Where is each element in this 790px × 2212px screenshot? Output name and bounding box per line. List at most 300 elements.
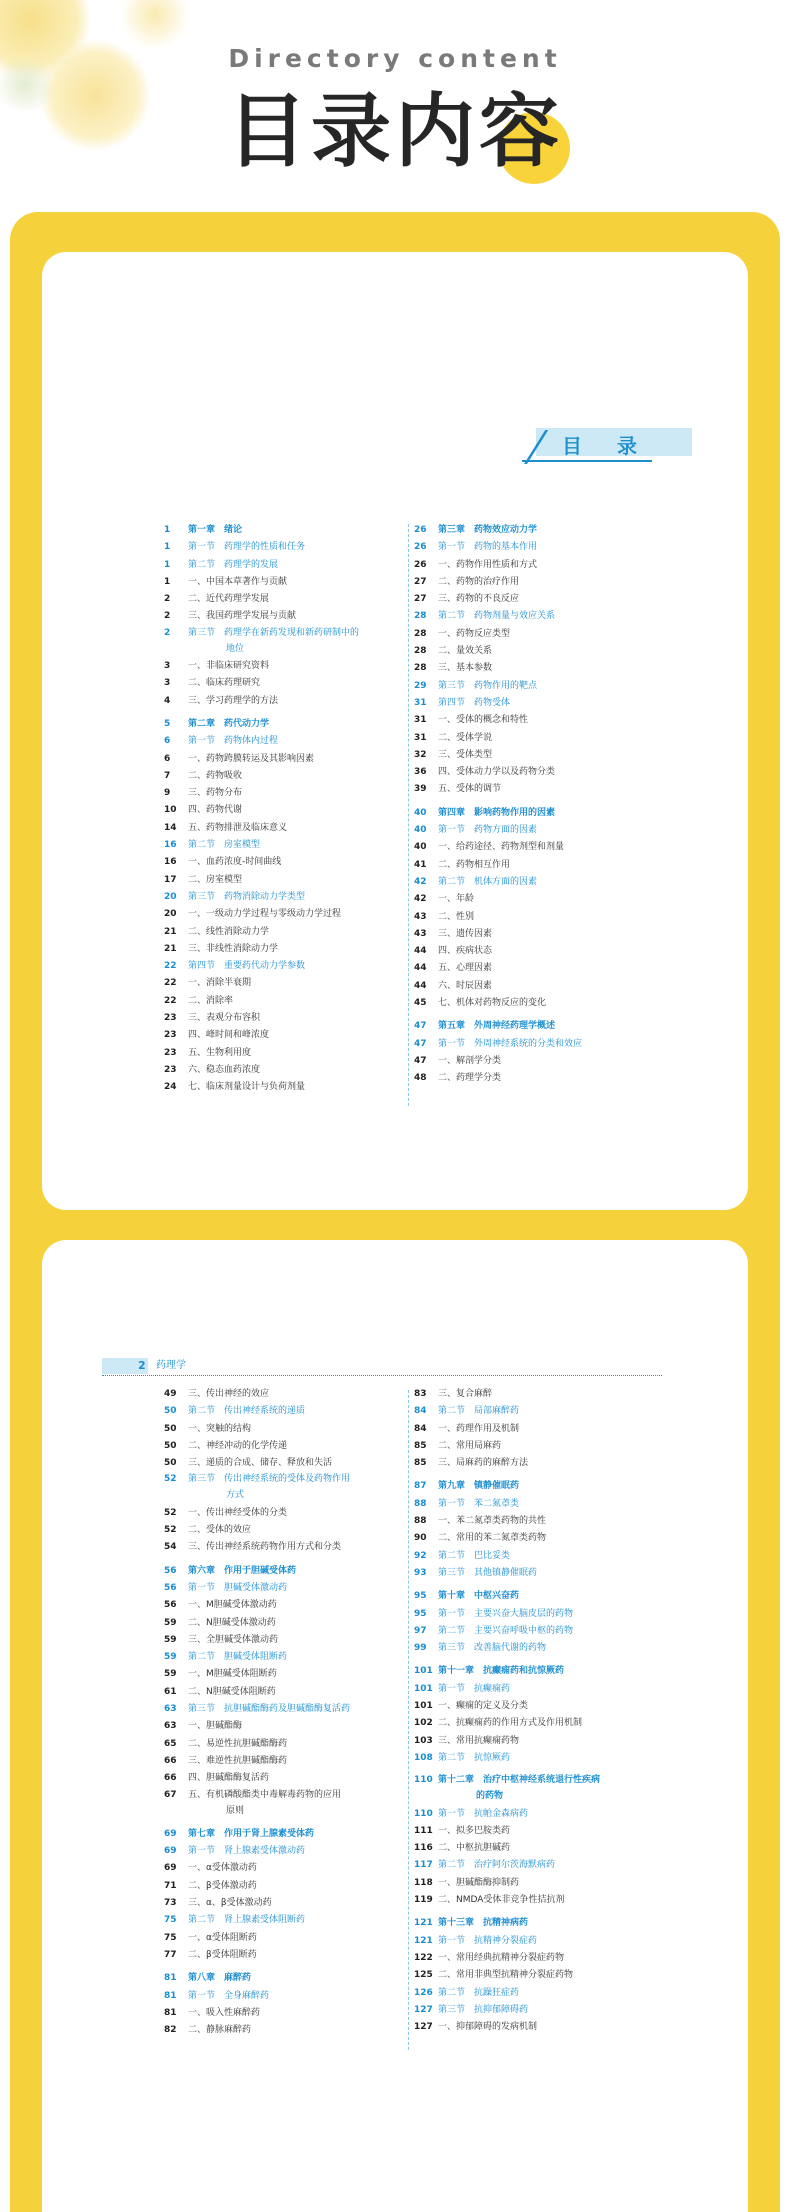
toc-page-number: 23 — [164, 1064, 177, 1075]
toc-entry — [164, 1701, 404, 1718]
toc-page-number: 75 — [164, 1915, 177, 1926]
toc-entry-title: 五、有机磷酸酯类中毒解毒药物的应用 — [188, 1789, 342, 1800]
toc-entry-title: 六、时辰因素 — [438, 980, 493, 991]
toc-entry-title: 第三节 其他镇静催眠药 — [438, 1567, 538, 1578]
toc-entry — [164, 693, 404, 710]
toc-page-number: 67 — [164, 1789, 177, 1800]
toc-entry-title: 第三节 传出神经系统的受体及药物作用 — [188, 1474, 351, 1485]
toc-entry — [414, 764, 654, 781]
toc-page-number: 61 — [164, 1686, 177, 1697]
toc-page-number: 110 — [414, 1775, 433, 1786]
toc-banner-title: 目 录 — [562, 434, 651, 458]
toc-page-number: 116 — [414, 1843, 433, 1854]
header-subtitle: Directory content — [228, 44, 562, 73]
toc-entry — [164, 1770, 404, 1787]
toc-page-number: 20 — [164, 909, 177, 920]
toc-entry-title: 二、中枢抗胆碱药 — [438, 1843, 511, 1854]
toc-banner-underline — [522, 460, 652, 462]
toc-page-number: 27 — [414, 594, 427, 605]
toc-page-number: 73 — [164, 1898, 177, 1909]
toc-page-number: 17 — [164, 874, 177, 885]
toc-page-number: 22 — [164, 978, 177, 989]
toc-entry-title: 二、受体学说 — [438, 732, 493, 743]
toc-entry-title: 一、血药浓度-时间曲线 — [188, 857, 282, 868]
toc-page-number: 28 — [414, 663, 427, 674]
toc-entry — [414, 1455, 654, 1472]
toc-entry — [414, 822, 654, 839]
toc-page-number: 54 — [164, 1542, 177, 1553]
toc-entry-title: 一、中国本草著作与贡献 — [188, 576, 288, 587]
toc-entry-title: 第十三章 抗精神病药 — [438, 1918, 529, 1929]
toc-page-number: 75 — [164, 1932, 177, 1943]
toc-page-number: 28 — [414, 611, 427, 622]
toc-entry-title: 一、受体的概念和特性 — [438, 715, 529, 726]
toc-entry-title: 五、受体的调节 — [438, 784, 502, 795]
toc-entry — [414, 643, 654, 660]
toc-entry — [164, 1632, 404, 1649]
toc-entry — [164, 1045, 404, 1062]
toc-entry-title: 五、心理因素 — [438, 963, 493, 974]
toc-entry-title: 三、我国药理学发展与贡献 — [188, 611, 297, 622]
toc-entry-title: 第二节 巴比妥类 — [438, 1550, 511, 1561]
toc-right-column — [414, 522, 654, 1088]
toc-page-number: 69 — [164, 1828, 177, 1839]
toc-entry — [414, 730, 654, 747]
toc-page-number: 7 — [164, 770, 171, 781]
toc-page-number: 66 — [164, 1773, 177, 1784]
toc-entry — [414, 891, 654, 908]
toc-page-number: 101 — [414, 1666, 433, 1677]
toc-left-column — [164, 522, 404, 1097]
toc-entry-title: 一、α受体阻断药 — [188, 1932, 257, 1943]
toc-entry-title: 二、药物的治疗作用 — [438, 576, 520, 587]
toc-entry — [164, 993, 404, 1010]
toc-page-number: 122 — [414, 1952, 433, 1963]
toc-entry-title: 一、一级动力学过程与零级动力学过程 — [188, 909, 342, 920]
toc-page-number: 10 — [164, 805, 177, 816]
toc-page-number: 23 — [164, 1047, 177, 1058]
toc-entry — [414, 1788, 654, 1805]
toc-page-number: 125 — [414, 1970, 433, 1981]
toc-entry — [414, 747, 654, 764]
toc-page-2 — [42, 1240, 748, 2212]
toc-page-number: 47 — [414, 1021, 427, 1032]
toc-page-number: 119 — [414, 1895, 433, 1906]
toc-page-number: 52 — [164, 1474, 177, 1485]
toc-entry-title: 第一节 药物体内过程 — [188, 736, 279, 747]
toc-entry-title: 第八章 麻醉药 — [188, 1973, 252, 1984]
toc-page-number: 87 — [414, 1481, 427, 1492]
toc-page-number: 81 — [164, 2007, 177, 2018]
toc-entry — [164, 574, 404, 591]
toc-page-number: 121 — [414, 1918, 433, 1929]
header-title-group — [0, 82, 790, 182]
toc-page-number: 22 — [164, 995, 177, 1006]
toc-page-number: 103 — [414, 1735, 433, 1746]
toc-entry — [164, 1455, 404, 1472]
toc-entry — [164, 1788, 404, 1803]
toc-entry — [164, 641, 404, 658]
toc-page-number: 39 — [414, 784, 427, 795]
toc-entry-title: 第四节 重要药代动力学参数 — [188, 961, 306, 972]
toc-page-number: 92 — [414, 1550, 427, 1561]
toc-entry-title: 五、药物排泄及临床意义 — [188, 822, 288, 833]
toc-entry — [414, 1421, 654, 1438]
toc-entry — [164, 889, 404, 906]
toc-entry-title: 四、疾病状态 — [438, 946, 493, 957]
toc-entry-title: 第二节 抗躁狂症药 — [438, 1987, 520, 1998]
toc-left-column — [164, 1386, 404, 2039]
toc-page-number: 63 — [164, 1721, 177, 1732]
toc-page-number: 21 — [164, 943, 177, 954]
toc-page-number: 41 — [414, 859, 427, 870]
toc-page-number: 3 — [164, 661, 171, 672]
toc-page-number: 36 — [414, 767, 427, 778]
toc-entry — [414, 1606, 654, 1623]
toc-page-number: 6 — [164, 736, 171, 747]
toc-page-number: 56 — [164, 1600, 177, 1611]
toc-entry-title: 第十章 中枢兴奋药 — [438, 1591, 520, 1602]
toc-entry — [164, 785, 404, 802]
toc-entry-title: 二、近代药理学发展 — [188, 594, 270, 605]
toc-entry-title: 二、药物吸收 — [188, 770, 243, 781]
toc-entry-title: 一、常用经典抗精神分裂症药物 — [438, 1952, 565, 1963]
toc-entry — [164, 1970, 404, 1987]
toc-entry — [164, 1563, 404, 1580]
toc-entry — [164, 1649, 404, 1666]
toc-entry-title: 第十一章 抗癫痫药和抗惊厥药 — [438, 1666, 565, 1677]
toc-entry-title: 五、生物利用度 — [188, 1047, 252, 1058]
toc-entry-title: 二、性别 — [438, 911, 475, 922]
toc-page-number: 47 — [414, 1038, 427, 1049]
toc-page-number: 31 — [414, 697, 427, 708]
toc-entry — [414, 539, 654, 556]
toc-page-number: 44 — [414, 946, 427, 957]
toc-entry-title: 二、量效关系 — [438, 646, 493, 657]
toc-entry-title: 二、NMDA受体非竞争性拮抗剂 — [438, 1895, 565, 1906]
toc-page-number: 9 — [164, 788, 171, 799]
toc-entry-title: 第四节 药物受体 — [438, 697, 511, 708]
toc-page-number: 111 — [414, 1825, 433, 1836]
toc-page-number: 43 — [414, 928, 427, 939]
toc-entry-title: 地位 — [226, 643, 245, 654]
toc-entry-title: 二、静脉麻醉药 — [188, 2025, 252, 2036]
toc-page-number: 66 — [164, 1755, 177, 1766]
toc-entry-title: 一、非临床研究资料 — [188, 661, 270, 672]
toc-entry-title: 第二节 传出神经系统的递质 — [188, 1406, 306, 1417]
toc-entry — [414, 1548, 654, 1565]
toc-entry-title: 第二节 药物剂量与效应关系 — [438, 611, 556, 622]
toc-entry — [164, 1988, 404, 2005]
toc-entry — [164, 1895, 404, 1912]
toc-entry — [414, 608, 654, 625]
page-number: 2 — [138, 1359, 146, 1372]
toc-entry-title: 一、给药途径、药物剂型和剂量 — [438, 842, 565, 853]
toc-entry-title: 一、M胆碱受体激动药 — [188, 1600, 277, 1611]
toc-entry-title: 四、药物代谢 — [188, 805, 243, 816]
toc-entry — [164, 675, 404, 692]
toc-page-number: 50 — [164, 1423, 177, 1434]
toc-entry — [414, 1715, 654, 1732]
toc-entry-title: 第二节 房室模型 — [188, 840, 261, 851]
toc-entry-title: 二、抗癫痫药的作用方式及作用机制 — [438, 1718, 583, 1729]
toc-entry — [164, 1472, 404, 1487]
toc-entry-title: 第一节 全身麻醉药 — [188, 1990, 270, 2001]
toc-entry-title: 一、药理作用及机制 — [438, 1423, 520, 1434]
toc-entry-title: 三、递质的合成、储存、释放和失活 — [188, 1458, 333, 1469]
toc-entry — [164, 1684, 404, 1701]
toc-entry-title: 一、抑郁障碍的发病机制 — [438, 2022, 538, 2033]
toc-entry-title: 三、全胆碱受体激动药 — [188, 1634, 279, 1645]
toc-page-number: 44 — [414, 963, 427, 974]
toc-page-number: 32 — [414, 749, 427, 760]
toc-page-number: 50 — [164, 1440, 177, 1451]
toc-entry-title: 一、突触的结构 — [188, 1423, 252, 1434]
toc-page-number: 127 — [414, 2022, 433, 2033]
toc-page-number: 102 — [414, 1718, 433, 1729]
toc-page-number: 48 — [414, 1073, 427, 1084]
toc-entry — [414, 1496, 654, 1513]
toc-entry-title: 二、房室模型 — [188, 874, 243, 885]
toc-entry-title: 第二节 机体方面的因素 — [438, 876, 538, 887]
toc-entry — [414, 1875, 654, 1892]
toc-entry-title: 二、药物相互作用 — [438, 859, 511, 870]
toc-entry — [414, 1985, 654, 2002]
toc-entry-title: 三、受体类型 — [438, 749, 493, 760]
toc-entry — [164, 1615, 404, 1632]
toc-entry-title: 一、癫痫的定义及分类 — [438, 1701, 529, 1712]
toc-entry — [414, 805, 654, 822]
toc-page-number: 44 — [414, 980, 427, 991]
page-running-head — [102, 1358, 662, 1376]
toc-page-number: 90 — [414, 1533, 427, 1544]
toc-entry — [414, 522, 654, 539]
toc-page-number: 3 — [164, 678, 171, 689]
toc-entry-title: 二、N胆碱受体激动药 — [188, 1617, 276, 1628]
toc-entry — [164, 1539, 404, 1556]
toc-entry-title: 二、常用非典型抗精神分裂症药物 — [438, 1970, 574, 1981]
toc-entry-title: 三、遗传因素 — [438, 928, 493, 939]
toc-entry — [414, 1933, 654, 1950]
toc-entry — [414, 1773, 654, 1788]
toc-entry-title: 二、β受体阻断药 — [188, 1949, 257, 1960]
toc-page-number: 84 — [414, 1406, 427, 1417]
toc-page-number: 99 — [414, 1643, 427, 1654]
toc-entry — [414, 2019, 654, 2036]
toc-entry-title: 三、常用抗癫痫药物 — [438, 1735, 520, 1746]
toc-entry — [414, 857, 654, 874]
toc-entry — [414, 695, 654, 712]
toc-entry — [164, 1505, 404, 1522]
toc-page-number: 5 — [164, 718, 171, 729]
toc-entry — [164, 1860, 404, 1877]
toc-entry-title: 一、α受体激动药 — [188, 1863, 257, 1874]
toc-page-number: 42 — [414, 876, 427, 887]
toc-entry-title: 一、吸入性麻醉药 — [188, 2007, 261, 2018]
toc-entry-title: 第一节 抗癫痫药 — [438, 1683, 511, 1694]
toc-page-number: 26 — [414, 559, 427, 570]
column-divider — [408, 524, 409, 1106]
toc-entry-title: 三、药物的不良反应 — [438, 594, 520, 605]
toc-entry — [414, 1681, 654, 1698]
toc-entry-title: 第二节 肾上腺素受体阻断药 — [188, 1915, 306, 1926]
toc-entry-title: 第一节 苯二氮䓬类 — [438, 1498, 520, 1509]
toc-entry — [164, 837, 404, 854]
toc-entry — [164, 1597, 404, 1614]
toc-page-number: 2 — [164, 611, 171, 622]
toc-entry — [414, 1857, 654, 1874]
toc-entry — [414, 1823, 654, 1840]
toc-entry-title: 原则 — [226, 1805, 245, 1816]
toc-page-number: 81 — [164, 1990, 177, 2001]
toc-entry — [414, 591, 654, 608]
toc-entry — [164, 1826, 404, 1843]
toc-page-number: 95 — [414, 1591, 427, 1602]
toc-entry-title: 第一节 抗精神分裂症药 — [438, 1935, 538, 1946]
toc-entry — [164, 1666, 404, 1683]
toc-entry-title: 一、药物跨膜转运及其影响因素 — [188, 753, 315, 764]
toc-entry-title: 第三节 改善脑代谢的药物 — [438, 1643, 547, 1654]
toc-entry — [164, 539, 404, 556]
toc-entry — [164, 1930, 404, 1947]
toc-page-number: 50 — [164, 1458, 177, 1469]
toc-entry-title: 的药物 — [476, 1791, 504, 1802]
toc-page-number: 31 — [414, 732, 427, 743]
toc-entry — [164, 608, 404, 625]
toc-entry-title: 三、难逆性抗胆碱酯酶药 — [188, 1755, 288, 1766]
toc-entry — [164, 733, 404, 750]
column-divider — [408, 1390, 409, 2050]
toc-entry — [164, 1803, 404, 1820]
toc-page-number: 59 — [164, 1634, 177, 1645]
toc-entry — [414, 1478, 654, 1495]
toc-entry-title: 一、M胆碱受体阻断药 — [188, 1669, 277, 1680]
toc-entry-title: 第一节 药物的基本作用 — [438, 542, 538, 553]
toc-entry — [414, 995, 654, 1012]
toc-page-number: 1 — [164, 525, 171, 535]
toc-entry — [164, 1947, 404, 1964]
toc-entry-title: 第一章 绪论 — [188, 525, 243, 535]
header-title: 目录内容 — [227, 85, 563, 178]
toc-entry — [164, 557, 404, 574]
toc-page-number: 22 — [164, 961, 177, 972]
toc-page-number: 40 — [414, 825, 427, 836]
toc-entry-title: 第一节 肾上腺素受体激动药 — [188, 1846, 306, 1857]
toc-page-number: 49 — [164, 1389, 177, 1399]
toc-entry-title: 三、药物分布 — [188, 788, 243, 799]
toc-entry-title: 第二节 主要兴奋呼吸中枢的药物 — [438, 1625, 574, 1636]
toc-page-number: 69 — [164, 1846, 177, 1857]
toc-page-number: 26 — [414, 542, 427, 553]
toc-entry-title: 第二节 胆碱受体阻断药 — [188, 1652, 288, 1663]
toc-entry — [414, 1840, 654, 1857]
toc-page-number: 118 — [414, 1877, 433, 1888]
toc-entry-title: 二、β受体激动药 — [188, 1880, 257, 1891]
toc-page-number: 40 — [414, 807, 427, 818]
toc-page-number: 52 — [164, 1507, 177, 1518]
toc-entry-title: 三、局麻药的麻醉方法 — [438, 1458, 529, 1469]
toc-entry — [164, 1522, 404, 1539]
toc-page-number: 27 — [414, 576, 427, 587]
toc-entry-title: 一、胆碱酯酶抑制药 — [438, 1877, 520, 1888]
toc-entry — [414, 1513, 654, 1530]
toc-page-number: 1 — [164, 542, 171, 553]
toc-entry — [164, 1753, 404, 1770]
toc-entry-title: 方式 — [226, 1490, 245, 1501]
toc-entry-title: 三、基本参数 — [438, 663, 493, 674]
toc-page-number: 88 — [414, 1498, 427, 1509]
toc-page-number: 56 — [164, 1582, 177, 1593]
toc-entry-title: 一、胆碱酯酶 — [188, 1721, 243, 1732]
toc-entry-title: 第三章 药物效应动力学 — [438, 525, 538, 535]
toc-entry — [414, 1950, 654, 1967]
toc-entry-title: 一、药物反应类型 — [438, 628, 511, 639]
toc-entry — [164, 522, 404, 539]
toc-entry-title: 第七章 作用于肾上腺素受体药 — [188, 1828, 315, 1839]
toc-page-number: 56 — [164, 1565, 177, 1576]
toc-entry — [164, 802, 404, 819]
toc-entry-title: 第三节 抗抑郁障碍药 — [438, 2004, 529, 2015]
toc-entry-title: 二、线性消除动力学 — [188, 926, 270, 937]
toc-entry — [164, 626, 404, 641]
toc-entry-title: 四、受体动力学以及药物分类 — [438, 767, 556, 778]
toc-page-number: 29 — [414, 680, 427, 691]
toc-entry — [164, 1079, 404, 1096]
toc-page-number: 59 — [164, 1652, 177, 1663]
toc-page-number: 42 — [414, 894, 427, 905]
toc-page-number: 108 — [414, 1752, 433, 1763]
sunflower-decoration-3 — [120, 0, 190, 50]
toc-entry-title: 二、临床药理研究 — [188, 678, 261, 689]
toc-entry — [414, 839, 654, 856]
toc-entry-title: 第五章 外周神经药理学概述 — [438, 1021, 556, 1032]
toc-page-number: 69 — [164, 1863, 177, 1874]
toc-entry — [414, 1663, 654, 1680]
toc-entry-title: 一、解剖学分类 — [438, 1055, 502, 1066]
toc-entry — [164, 1386, 404, 1403]
toc-page-number: 95 — [414, 1608, 427, 1619]
toc-entry-title: 第二节 局部麻醉药 — [438, 1406, 520, 1417]
toc-entry-title: 一、拟多巴胺类药 — [438, 1825, 511, 1836]
toc-entry-title: 第三节 药物作用的靶点 — [438, 680, 538, 691]
toc-entry — [164, 1878, 404, 1895]
toc-entry-title: 第二节 治疗阿尔茨海默病药 — [438, 1860, 556, 1871]
toc-entry — [164, 658, 404, 675]
toc-entry-title: 一、传出神经受体的分类 — [188, 1507, 288, 1518]
toc-page-number: 50 — [164, 1406, 177, 1417]
toc-entry — [164, 751, 404, 768]
toc-entry — [164, 872, 404, 889]
running-head-title: 药理学 — [156, 1360, 186, 1371]
toc-page-number: 82 — [164, 2025, 177, 2036]
toc-page-number: 65 — [164, 1738, 177, 1749]
toc-page-number: 93 — [414, 1567, 427, 1578]
toc-entry-title: 四、胆碱酯酶复活药 — [188, 1773, 270, 1784]
toc-entry — [414, 557, 654, 574]
toc-entry-title: 第二节 抗惊厥药 — [438, 1752, 511, 1763]
toc-page-number: 45 — [414, 998, 427, 1009]
toc-entry-title: 第三节 抗胆碱酯酶药及胆碱酯酶复活药 — [188, 1704, 351, 1715]
toc-entry — [414, 960, 654, 977]
toc-page-number: 97 — [414, 1625, 427, 1636]
toc-entry — [414, 1915, 654, 1932]
toc-page-number: 59 — [164, 1669, 177, 1680]
toc-entry-title: 三、学习药理学的方法 — [188, 695, 279, 706]
toc-entry-title: 七、机体对药物反应的变化 — [438, 998, 547, 1009]
toc-entry-title: 第六章 作用于胆碱受体药 — [188, 1565, 297, 1576]
toc-entry — [164, 958, 404, 975]
toc-page-number: 2 — [164, 627, 171, 638]
